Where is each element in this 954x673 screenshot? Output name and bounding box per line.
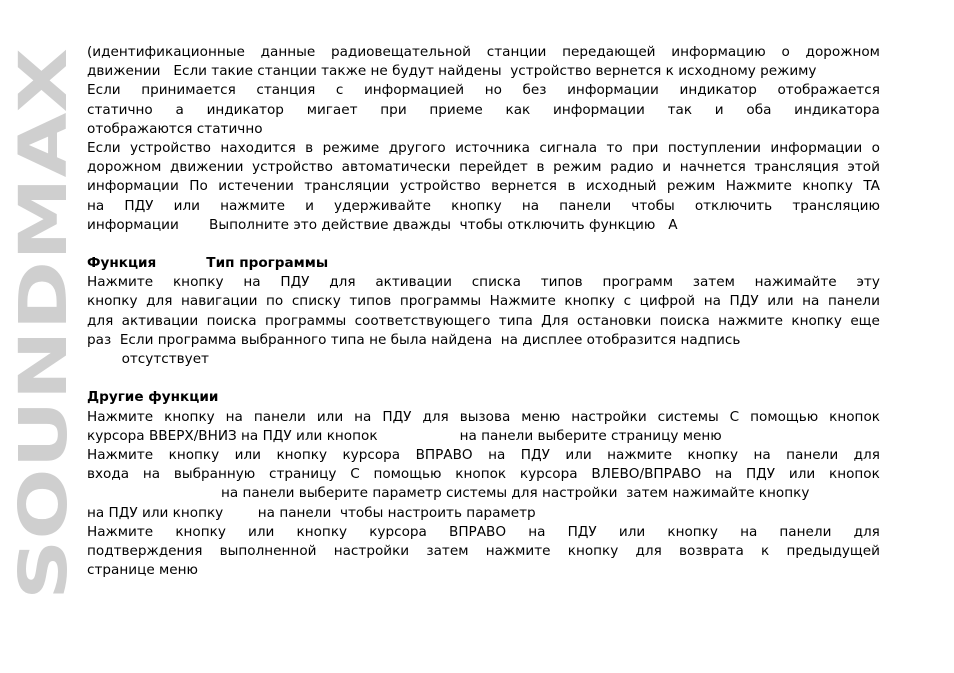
word: информацию [671, 44, 766, 60]
word: выполненной [219, 542, 317, 559]
word: на [488, 446, 506, 463]
word: вернется [491, 178, 557, 195]
brand-logo-text: SOUNDMAX [5, 165, 82, 600]
text-line [87, 273, 880, 292]
word: кнопку [172, 274, 224, 291]
word: программы [399, 293, 482, 310]
word: этой [847, 159, 880, 176]
word: Нажмите [489, 293, 556, 310]
word: кнопку [164, 408, 215, 425]
word: настройки [333, 542, 410, 559]
word: кнопку [802, 178, 853, 195]
word: информации [553, 101, 645, 118]
word: ВЛЕВО/ВПРАВО [591, 466, 702, 483]
word: Если [87, 82, 121, 99]
text-line: информации Выполните это действие дважды чтобы отключить функцию A [87, 216, 678, 233]
word: кнопку [687, 446, 739, 463]
word: По [189, 178, 208, 195]
word: остановки [577, 312, 652, 329]
brand-logo-graphic [5, 44, 82, 604]
word: соответствующего [354, 312, 491, 329]
word: ПДУ [520, 446, 550, 463]
heading-function-label: Функция [87, 255, 157, 272]
word: кнопку [168, 446, 220, 463]
heading-program-type: Тип программы [206, 255, 329, 272]
word: активации [375, 274, 452, 291]
word: ПДУ [729, 293, 759, 310]
paragraph-other-functions [87, 408, 880, 581]
word: ПДУ [124, 197, 154, 214]
text-line [87, 523, 880, 542]
word: С [729, 408, 740, 425]
word: кнопку [451, 197, 502, 214]
word: для [422, 408, 449, 425]
word: к [761, 542, 770, 559]
word: входа [87, 466, 130, 483]
text-line: раз Если программа выбранного типа не была найдена на дисплее отобразится надпись [87, 331, 741, 348]
word: нажимайте [754, 274, 837, 291]
word: на [740, 523, 758, 540]
section-heading-other: Другие функции [87, 389, 219, 406]
word: курсора [519, 466, 578, 483]
word: эту [856, 274, 880, 291]
word: дорожном [87, 159, 162, 176]
word: С [350, 466, 360, 483]
word: о [781, 44, 790, 60]
word: или [767, 293, 794, 310]
word: или [234, 446, 261, 463]
word: как [505, 101, 531, 118]
word: кнопку [276, 446, 328, 463]
text-line: странице меню [87, 562, 198, 579]
word: с [623, 293, 632, 310]
word: передающей [562, 44, 656, 60]
word: затем [692, 274, 735, 291]
word: меню [521, 408, 561, 425]
text-line: отображаются статично [87, 120, 263, 137]
word: кнопку [567, 542, 619, 559]
word: режим [553, 159, 602, 176]
word: дорожном [805, 44, 880, 60]
word: истечении [218, 178, 294, 195]
word: устройство [130, 139, 211, 156]
word: цифрой [639, 293, 696, 310]
word: начнется [679, 159, 746, 176]
word: находится [220, 139, 296, 156]
word: нажмите [220, 197, 285, 214]
word: в [305, 139, 314, 156]
word: а [175, 101, 184, 118]
word: нажмите [607, 446, 673, 463]
word: страницу [269, 466, 337, 483]
word: навигации [180, 293, 258, 310]
word: отключить [694, 197, 773, 214]
word: для [329, 274, 356, 291]
page-content [87, 43, 880, 580]
word: кнопку [175, 523, 226, 540]
word: при [632, 139, 659, 156]
word: поступлении [667, 139, 761, 156]
word: перейдет [459, 159, 528, 176]
paragraph-pty [87, 273, 880, 369]
word: предыдущей [786, 542, 880, 559]
word: панели [559, 197, 612, 214]
word: Если [87, 139, 121, 156]
word: но [484, 82, 502, 99]
text-line [87, 408, 880, 427]
word: ПДУ [567, 523, 597, 540]
word: ВПРАВО [449, 523, 507, 540]
word: в [567, 178, 576, 195]
word: списка [471, 274, 521, 291]
word: или [565, 446, 592, 463]
text-line [87, 81, 880, 100]
word: информацией [363, 82, 465, 99]
word: возврата [679, 542, 744, 559]
word: Для [541, 312, 569, 329]
word: системы [657, 408, 719, 425]
word: настройки [571, 408, 647, 425]
word: Нажмите [87, 446, 154, 463]
word: на [354, 408, 372, 425]
text-line [87, 158, 880, 177]
word: на [87, 197, 105, 214]
word: с [335, 82, 344, 99]
text-line [87, 43, 880, 62]
word: кнопок [829, 466, 880, 483]
word: данные [260, 44, 316, 60]
word: то [606, 139, 623, 156]
word: сигнала [539, 139, 598, 156]
word: поиска [206, 312, 257, 329]
word: типа [498, 312, 533, 329]
word: панели [786, 446, 839, 463]
word: индикатор [206, 101, 284, 118]
text-line [87, 139, 880, 158]
word: кнопку [564, 293, 615, 310]
word: Нажмите [87, 408, 154, 425]
word: удерживайте [334, 197, 432, 214]
word: станции [486, 44, 547, 60]
word: или [788, 466, 816, 483]
word: еще [850, 312, 880, 329]
word: мигает [306, 101, 358, 118]
paragraph-traffic-info [87, 43, 880, 235]
word: режиме [322, 139, 380, 156]
word: курсора [342, 446, 401, 463]
word: типов [349, 293, 392, 310]
text-line [87, 177, 880, 196]
text-line: движении Если такие станции также не будут найдены устройство вернется к исходному режиму [87, 63, 817, 80]
word: трансляцию [792, 197, 880, 214]
word: радио [610, 159, 654, 176]
word: выбранную [173, 466, 256, 483]
word: кнопок [829, 408, 880, 425]
word: для [146, 293, 173, 310]
word: ВПРАВО [415, 446, 473, 463]
text-line [87, 542, 880, 561]
word: оба [746, 101, 772, 118]
text-line [87, 465, 880, 484]
word: помощью [373, 466, 442, 483]
word: (идентификационные [87, 44, 245, 60]
word: другого [388, 139, 446, 156]
word: Нажмите [87, 274, 154, 291]
text-line [87, 292, 880, 311]
word: кнопку [296, 523, 348, 540]
word: отображается [777, 82, 880, 99]
word: для [87, 312, 114, 329]
word: радиовещательной [330, 44, 472, 60]
word: и [714, 101, 724, 118]
word: движении [170, 159, 244, 176]
word: Нажмите [725, 178, 792, 195]
word: ПДУ [382, 408, 412, 425]
word: или [173, 197, 200, 214]
word: активации [121, 312, 199, 329]
word: чтобы [631, 197, 675, 214]
text-line [87, 101, 880, 120]
word: или [316, 408, 344, 425]
word: кнопку [791, 312, 842, 329]
word: на [802, 293, 820, 310]
word: на [225, 408, 243, 425]
word: курсора [369, 523, 427, 540]
word: помощью [750, 408, 819, 425]
brand-logo [5, 44, 82, 604]
word: на [703, 293, 721, 310]
word: кнопку [87, 293, 138, 310]
text-line: на ПДУ или кнопку на панели чтобы настроить параметр [87, 504, 536, 521]
word: TA [863, 178, 880, 195]
word: программы [265, 312, 347, 329]
text-line [87, 446, 880, 465]
word: принимается [141, 82, 236, 99]
word: Нажмите [87, 523, 154, 540]
word: для [853, 523, 880, 540]
text-line: на панели выберите параметр системы для настройки затем нажимайте кнопку [87, 485, 810, 502]
word: трансляции [304, 178, 390, 195]
word: панели [779, 523, 832, 540]
word: нажмите [485, 542, 551, 559]
word: на [714, 466, 733, 483]
word: режим [666, 178, 716, 195]
word: ПДУ [280, 274, 310, 291]
word: вызова [459, 408, 511, 425]
word: на [142, 466, 161, 483]
word: приеме [429, 101, 483, 118]
word: поиска [659, 312, 710, 329]
word: кнопок [455, 466, 507, 483]
word: в [536, 159, 545, 176]
word: информации [567, 82, 659, 99]
word: статично [87, 101, 153, 118]
word: подтверждения [87, 542, 203, 559]
word: по [266, 293, 284, 310]
word: панели [253, 408, 306, 425]
word: без [522, 82, 547, 99]
word: на [753, 446, 771, 463]
word: трансляция [754, 159, 839, 176]
word: панели [827, 293, 880, 310]
word: или [248, 523, 275, 540]
word: на [243, 274, 261, 291]
word: устройство [399, 178, 481, 195]
word: или [618, 523, 646, 540]
word: автоматически [341, 159, 451, 176]
word: и [662, 159, 672, 176]
word: для [853, 446, 880, 463]
word: информации [87, 178, 179, 195]
word: индикатора [794, 101, 880, 118]
section-heading-pty [87, 254, 880, 273]
word: нажмите [718, 312, 783, 329]
word: исходный [585, 178, 657, 195]
word: источника [455, 139, 530, 156]
word: типов [540, 274, 583, 291]
word: затем [426, 542, 469, 559]
word: информации [770, 139, 863, 156]
word: индикатор [679, 82, 757, 99]
word: на [528, 523, 546, 540]
word: так [667, 101, 693, 118]
word: о [871, 139, 880, 156]
word: списку [291, 293, 341, 310]
word: программ [602, 274, 673, 291]
word: при [380, 101, 407, 118]
word: на [521, 197, 540, 214]
word: ПДУ [745, 466, 776, 483]
word: кнопку [667, 523, 718, 540]
text-line [87, 312, 880, 331]
word: станция [256, 82, 316, 99]
text-line: курсора ВВЕРХ/ВНИЗ на ПДУ или кнопок на панели выберите страницу меню [87, 427, 722, 444]
word: для [635, 542, 662, 559]
word: устройство [252, 159, 333, 176]
text-line: отсутствует [87, 351, 209, 367]
text-line [87, 197, 880, 216]
word: и [305, 197, 314, 214]
